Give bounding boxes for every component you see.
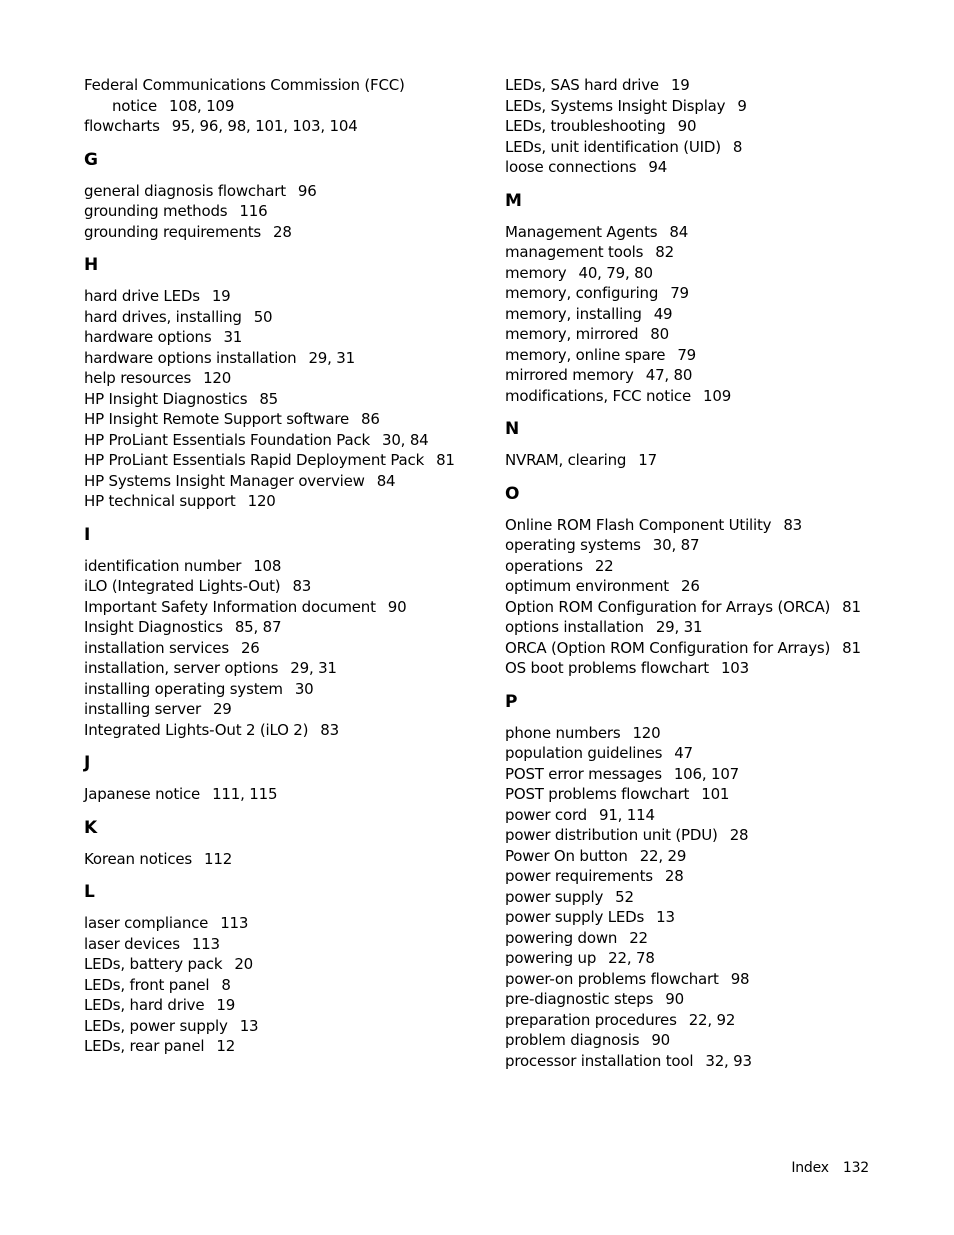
index-page-refs: 113 (220, 914, 249, 932)
index-letter-heading: G (84, 149, 98, 170)
index-page-refs: 32, 93 (705, 1051, 752, 1070)
index-page-refs: 30 (294, 679, 314, 698)
index-term: power supply LEDs (505, 908, 645, 926)
index-term: installing operating system (84, 679, 283, 698)
index-term: ORCA (Option ROM Configuration for Arrays) (505, 638, 831, 657)
index-term: LEDs, hard drive (84, 996, 205, 1014)
index-entry (84, 720, 494, 741)
index-letter-heading: P (505, 691, 518, 712)
index-entry (505, 1051, 905, 1072)
index-letter-heading: I (84, 524, 91, 545)
index-entry (84, 913, 494, 934)
index-page-refs: 120 (632, 723, 661, 742)
index-page-refs: 13 (239, 1016, 259, 1035)
index-entry (505, 989, 905, 1010)
index-entry (84, 368, 494, 389)
index-entry (505, 75, 905, 96)
index-page-refs: 120 (203, 369, 232, 387)
index-entry (84, 430, 494, 451)
index-term: HP Systems Insight Manager overview (84, 471, 365, 490)
index-entry (505, 324, 905, 345)
index-term: identification number (84, 556, 242, 575)
index-entry (84, 116, 494, 137)
index-term: laser compliance (84, 914, 209, 932)
index-page-refs: 91, 114 (598, 805, 655, 824)
index-term: mirrored memory (505, 366, 634, 384)
index-entry (505, 784, 905, 805)
index-entry (505, 263, 905, 284)
index-term: memory, configuring (505, 284, 659, 302)
index-term: memory, online spare (505, 345, 666, 364)
index-entry (84, 222, 494, 243)
index-letter-heading: N (505, 419, 520, 439)
index-page-refs: 30, 84 (382, 430, 429, 449)
index-term: installation services (84, 638, 229, 657)
index-group (84, 75, 494, 137)
index-page-refs: 80 (650, 325, 669, 343)
index-term: modifications, FCC notice (505, 386, 692, 405)
index-page-refs: 12 (216, 1037, 236, 1055)
index-page-refs: 47, 80 (645, 366, 693, 384)
index-entry (84, 679, 494, 700)
index-entry (84, 491, 494, 512)
index-group (505, 191, 905, 407)
index-entry (505, 846, 905, 867)
index-entry (84, 471, 494, 492)
index-page-refs: 108 (253, 556, 282, 575)
index-group (84, 525, 494, 741)
index-entry (84, 450, 494, 471)
index-group (505, 75, 905, 178)
index-term: population guidelines (505, 744, 663, 762)
index-entry (84, 658, 494, 679)
index-entry (505, 386, 905, 407)
index-entry (84, 348, 494, 369)
index-entry (505, 576, 905, 597)
index-page-refs: 26 (240, 638, 260, 657)
index-page-refs: 113 (191, 934, 220, 953)
index-letter-heading: L (84, 882, 95, 902)
index-letter-heading: K (84, 817, 98, 838)
index-letter-heading: J (84, 753, 91, 773)
index-page-refs: 52 (615, 887, 634, 906)
index-page-refs: 30, 87 (652, 536, 700, 554)
index-entry (505, 304, 905, 325)
index-term-continuation (84, 96, 494, 117)
index-entry (84, 389, 494, 410)
index-page-refs: 28 (664, 867, 684, 885)
index-page-refs: 17 (638, 451, 657, 469)
index-term: HP ProLiant Essentials Foundation Pack (84, 430, 370, 449)
index-term: powering down (505, 928, 618, 947)
index-page-refs: 47 (674, 744, 693, 762)
index-entry (505, 928, 905, 949)
index-term: Integrated Lights-Out 2 (iLO 2) (84, 720, 309, 739)
index-page-refs: 29, 31 (308, 348, 355, 367)
footer-section-label: Index (791, 1160, 829, 1176)
index-page-refs: 109 (703, 386, 732, 405)
index-term: operating systems (505, 536, 641, 554)
index-entry (84, 409, 494, 430)
index-entry (505, 556, 905, 577)
index-group (505, 692, 905, 1072)
index-entry (505, 1010, 905, 1031)
index-term: optimum environment (505, 577, 669, 595)
index-page-refs: 83 (783, 515, 803, 534)
index-term: hard drives, installing (84, 307, 242, 326)
index-letter-heading: O (505, 483, 520, 504)
index-term: Management Agents (505, 222, 658, 241)
index-entry (505, 969, 905, 990)
index-term: hardware options (84, 328, 212, 346)
index-entry (84, 954, 494, 975)
index-term: HP Insight Remote Support software (84, 410, 350, 428)
index-page-refs: 112 (204, 849, 233, 868)
index-page-refs: 22 (629, 928, 648, 947)
index-page-refs: 90 (387, 597, 407, 616)
index-term: general diagnosis flowchart (84, 181, 286, 200)
index-term: Power On button (505, 846, 628, 865)
index-page-refs: 29, 31 (655, 618, 703, 636)
index-term: POST problems flowchart (505, 785, 690, 803)
index-term: operations (505, 556, 583, 575)
index-term: HP technical support (84, 492, 236, 510)
index-entry (505, 365, 905, 386)
index-entry (505, 948, 905, 969)
index-entry (505, 1030, 905, 1051)
index-entry (84, 286, 494, 307)
index-term: management tools (505, 243, 644, 261)
index-entry (84, 181, 494, 202)
index-term: Important Safety Information document (84, 597, 376, 616)
index-page-refs: 79 (670, 284, 689, 302)
index-entry (84, 934, 494, 955)
index-group (505, 484, 905, 679)
index-group (84, 753, 494, 805)
index-page-refs: 84 (376, 471, 396, 490)
index-group (84, 818, 494, 870)
index-entry (505, 242, 905, 263)
index-page-refs: 9 (737, 96, 747, 115)
index-term: POST error messages (505, 764, 662, 783)
index-entry (84, 975, 494, 996)
index-page-refs: 85 (259, 389, 279, 408)
index-page-refs: 31 (223, 328, 243, 346)
index-entry (505, 515, 905, 536)
index-page-refs: 22, 29 (639, 846, 687, 865)
index-term: memory, mirrored (505, 325, 639, 343)
index-page-refs: 98 (730, 969, 750, 988)
index-entry (505, 658, 905, 679)
index-term: HP ProLiant Essentials Rapid Deployment Pack (84, 451, 425, 469)
index-entry (84, 617, 494, 638)
index-entry (505, 743, 905, 764)
index-page-refs: 108, 109 (169, 96, 235, 115)
index-entry (505, 222, 905, 243)
index-term: processor installation tool (505, 1051, 694, 1070)
index-term: pre-diagnostic steps (505, 990, 654, 1008)
index-term: preparation procedures (505, 1010, 677, 1029)
index-page-refs: 22 (594, 556, 614, 575)
index-term: power cord (505, 805, 587, 824)
index-entry (505, 283, 905, 304)
index-group (84, 150, 494, 243)
index-term: phone numbers (505, 723, 621, 742)
index-page-refs: 49 (653, 304, 673, 323)
index-entry (505, 345, 905, 366)
index-term: memory, installing (505, 304, 642, 323)
index-entry (84, 556, 494, 577)
index-term: power distribution unit (PDU) (505, 826, 718, 844)
index-term-cont-text: notice (112, 96, 158, 115)
index-entry (505, 157, 905, 178)
index-entry (505, 764, 905, 785)
index-entry (84, 597, 494, 618)
index-page-refs: 81 (436, 451, 455, 469)
index-page-refs: 81 (842, 597, 861, 616)
index-entry (505, 723, 905, 744)
index-page-refs: 8 (221, 975, 231, 994)
index-entry (505, 638, 905, 659)
index-page-refs: 83 (320, 720, 339, 739)
index-page-refs: 90 (651, 1031, 671, 1049)
index-term: Japanese notice (84, 785, 201, 803)
index-letter-heading: M (505, 190, 522, 211)
index-page-refs: 120 (247, 492, 276, 510)
index-page-refs: 13 (656, 908, 675, 926)
index-term: Korean notices (84, 849, 193, 868)
index-entry (505, 617, 905, 638)
index-entry (505, 116, 905, 137)
index-term: installing server (84, 700, 201, 718)
index-entry (505, 825, 905, 846)
index-page-refs: 86 (361, 410, 380, 428)
index-page-refs: 19 (670, 76, 690, 94)
index-entry (84, 576, 494, 597)
index-entry (84, 327, 494, 348)
index-page-refs: 116 (239, 202, 268, 220)
index-term: power-on problems flowchart (505, 969, 719, 988)
index-page-refs: 90 (665, 990, 684, 1008)
index-term: HP Insight Diagnostics (84, 389, 248, 408)
index-term: LEDs, power supply (84, 1016, 228, 1035)
index-term: power supply (505, 887, 604, 906)
index-page-refs: 29 (212, 700, 232, 718)
index-page-refs: 22, 92 (688, 1010, 736, 1029)
index-entry (84, 784, 494, 805)
index-page-refs: 19 (216, 996, 236, 1014)
index-term: NVRAM, clearing (505, 451, 627, 469)
index-term: LEDs, troubleshooting (505, 117, 666, 135)
index-page-refs: 22, 78 (608, 949, 655, 967)
index-entry (84, 849, 494, 870)
index-entry (505, 907, 905, 928)
index-group (84, 882, 494, 1057)
index-page-refs: 90 (677, 117, 697, 135)
index-column-right (505, 75, 905, 1071)
index-term: LEDs, rear panel (84, 1037, 205, 1055)
index-term: LEDs, SAS hard drive (505, 76, 659, 94)
index-page-refs: 101 (701, 785, 730, 803)
index-page-refs: 94 (648, 158, 668, 176)
index-page-refs: 95, 96, 98, 101, 103, 104 (171, 117, 358, 135)
index-term: LEDs, Systems Insight Display (505, 96, 726, 115)
index-page-refs: 84 (669, 222, 689, 241)
index-page-refs: 40, 79, 80 (578, 263, 653, 282)
index-entry (505, 805, 905, 826)
index-term: grounding methods (84, 202, 228, 220)
index-term: OS boot problems flowchart (505, 659, 709, 677)
index-group (84, 255, 494, 512)
index-page-refs: 19 (211, 287, 231, 305)
footer-page-number: 132 (842, 1160, 869, 1176)
index-page-refs: 8 (732, 137, 743, 156)
index-page-refs: 96 (297, 181, 317, 200)
index-term: problem diagnosis (505, 1031, 640, 1049)
index-term: loose connections (505, 158, 637, 176)
index-term: flowcharts (84, 117, 160, 135)
index-term: hard drive LEDs (84, 287, 200, 305)
index-term: power requirements (505, 867, 653, 885)
index-page-refs: 81 (842, 638, 861, 657)
index-term: hardware options installation (84, 348, 297, 367)
index-page-refs: 29, 31 (290, 659, 337, 677)
index-entry (84, 201, 494, 222)
index-page-refs: 106, 107 (673, 764, 740, 783)
index-term: laser devices (84, 934, 180, 953)
index-entry (84, 75, 494, 116)
index-entry (505, 137, 905, 158)
index-group (505, 419, 905, 471)
index-entry (505, 866, 905, 887)
index-entry (505, 535, 905, 556)
index-term: memory (505, 263, 567, 282)
index-page-refs: 111, 115 (212, 785, 278, 803)
index-entry (84, 1036, 494, 1057)
index-term: grounding requirements (84, 222, 262, 241)
index-page-refs: 26 (680, 577, 700, 595)
index-term: Option ROM Configuration for Arrays (ORCA) (505, 597, 831, 616)
index-page-refs: 28 (729, 826, 749, 844)
index-entry (505, 597, 905, 618)
index-term: Insight Diagnostics (84, 618, 223, 636)
index-term: Online ROM Flash Component Utility (505, 515, 772, 534)
index-page-refs: 85, 87 (234, 618, 282, 636)
index-entry (84, 1016, 494, 1037)
index-entry (84, 307, 494, 328)
index-term: options installation (505, 618, 644, 636)
index-page-refs: 79 (677, 345, 697, 364)
index-entry (505, 96, 905, 117)
index-term: LEDs, front panel (84, 975, 210, 994)
index-term: iLO (Integrated Lights-Out) (84, 577, 281, 595)
index-page-refs: 50 (253, 307, 273, 326)
index-page-refs: 28 (273, 222, 292, 241)
index-term: installation, server options (84, 659, 279, 677)
index-letter-heading: H (84, 255, 99, 275)
index-page-refs: 103 (720, 659, 749, 677)
index-term: powering up (505, 949, 597, 967)
index-term: LEDs, battery pack (84, 955, 223, 973)
index-column-left (84, 75, 494, 1057)
index-page-refs: 20 (234, 955, 253, 973)
index-term: LEDs, unit identification (UID) (505, 137, 721, 156)
index-entry (84, 638, 494, 659)
index-entry (84, 995, 494, 1016)
index-entry (505, 450, 905, 471)
index-term: help resources (84, 369, 192, 387)
page-footer (791, 1158, 869, 1178)
index-term: Federal Communications Commission (FCC) (84, 76, 405, 94)
index-entry (505, 887, 905, 908)
index-page-refs: 83 (292, 577, 312, 595)
index-page-refs: 82 (655, 243, 674, 261)
index-entry (84, 699, 494, 720)
